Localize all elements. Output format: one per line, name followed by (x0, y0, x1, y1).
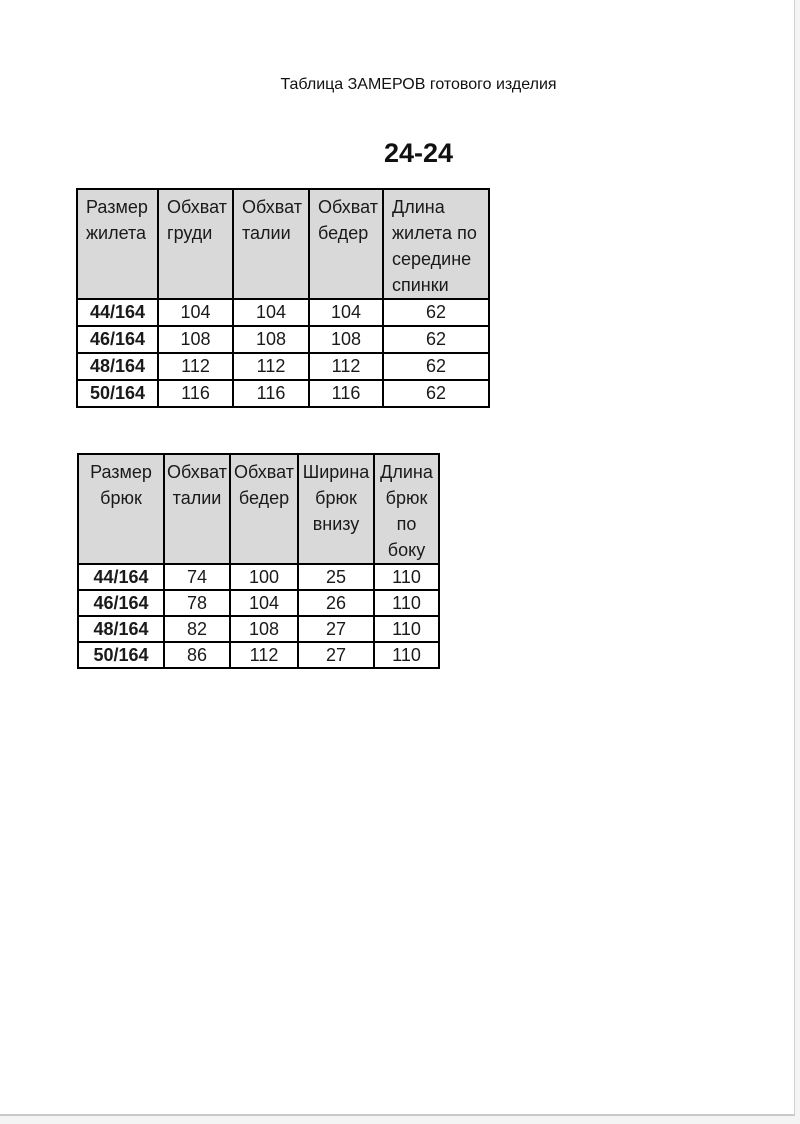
pants-measurements-table (77, 453, 440, 669)
table-row (78, 642, 439, 668)
pants-header-size: Размер брюк (78, 454, 164, 564)
pants-header-bottom-width: Ширина брюк внизу (298, 454, 374, 564)
value-cell: 86 (164, 642, 230, 668)
table-row (77, 353, 489, 380)
value-cell: 108 (230, 616, 298, 642)
value-cell: 82 (164, 616, 230, 642)
value-cell: 104 (230, 590, 298, 616)
vest-header-waist: Обхват талии (233, 189, 309, 299)
vest-header-hips: Обхват бедер (309, 189, 383, 299)
value-cell: 62 (383, 380, 489, 407)
vest-header-chest: Обхват груди (158, 189, 233, 299)
value-cell: 110 (374, 590, 439, 616)
page-title: Таблица ЗАМЕРОВ готового изделия (280, 76, 557, 93)
pants-header-side-length: Длина брюк по боку (374, 454, 439, 564)
table-row (78, 590, 439, 616)
value-cell: 26 (298, 590, 374, 616)
vest-header-back-length: Длина жилета по середине спинки (383, 189, 489, 299)
vest-measurements-table (76, 188, 490, 408)
pants-header-hips: Обхват бедер (230, 454, 298, 564)
vest-header-size: Размер жилета (77, 189, 158, 299)
value-cell: 116 (309, 380, 383, 407)
value-cell: 104 (233, 299, 309, 326)
value-cell: 110 (374, 642, 439, 668)
value-cell: 110 (374, 616, 439, 642)
value-cell: 108 (158, 326, 233, 353)
value-cell: 112 (230, 642, 298, 668)
value-cell: 62 (383, 299, 489, 326)
value-cell: 112 (158, 353, 233, 380)
value-cell: 25 (298, 564, 374, 590)
size-cell: 50/164 (78, 642, 164, 668)
page-subtitle: 24-24 (383, 138, 454, 168)
size-cell: 48/164 (77, 353, 158, 380)
value-cell: 78 (164, 590, 230, 616)
size-cell: 48/164 (78, 616, 164, 642)
value-cell: 104 (158, 299, 233, 326)
vest-table-header-row (77, 189, 489, 299)
value-cell: 27 (298, 616, 374, 642)
table-row (77, 299, 489, 326)
size-cell: 46/164 (78, 590, 164, 616)
value-cell: 100 (230, 564, 298, 590)
value-cell: 112 (309, 353, 383, 380)
value-cell: 74 (164, 564, 230, 590)
pants-table-header-row (78, 454, 439, 564)
value-cell: 104 (309, 299, 383, 326)
value-cell: 108 (233, 326, 309, 353)
size-cell: 50/164 (77, 380, 158, 407)
size-cell: 44/164 (77, 299, 158, 326)
value-cell: 110 (374, 564, 439, 590)
value-cell: 62 (383, 326, 489, 353)
size-cell: 46/164 (77, 326, 158, 353)
table-row (78, 616, 439, 642)
table-row (78, 564, 439, 590)
value-cell: 116 (233, 380, 309, 407)
table-row (77, 380, 489, 407)
table-row (77, 326, 489, 353)
value-cell: 27 (298, 642, 374, 668)
size-cell: 44/164 (78, 564, 164, 590)
value-cell: 62 (383, 353, 489, 380)
value-cell: 112 (233, 353, 309, 380)
pants-header-waist: Обхват талии (164, 454, 230, 564)
value-cell: 116 (158, 380, 233, 407)
value-cell: 108 (309, 326, 383, 353)
